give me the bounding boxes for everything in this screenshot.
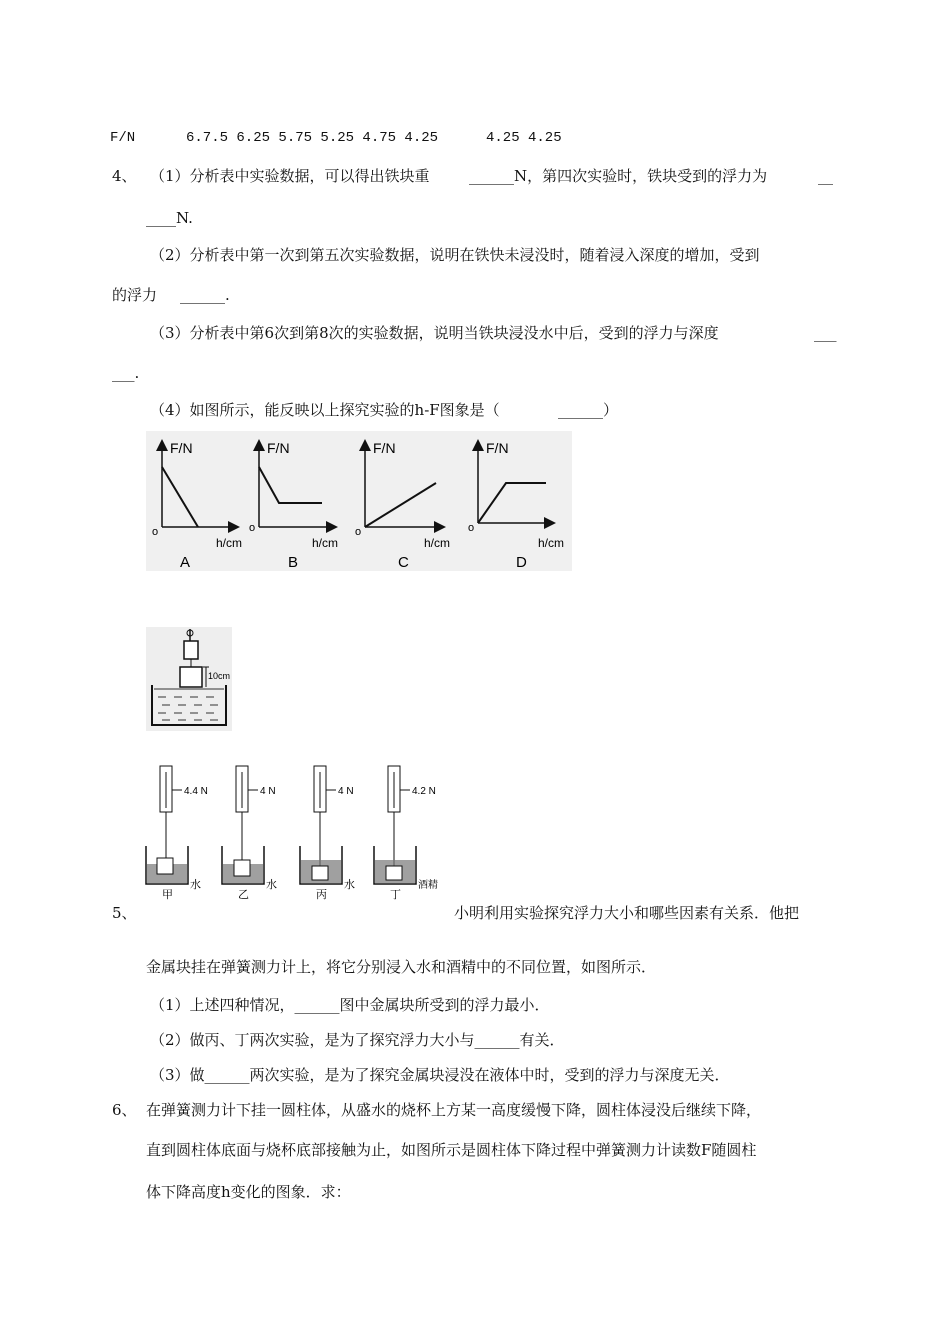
graph-a-origin: o <box>152 526 159 538</box>
q4-part1-c: __ <box>818 167 833 185</box>
graph-a-option: A <box>180 554 191 571</box>
q4-part2-a: （2）分析表中第一次到第五次实验数据，说明在铁快未浸没时，随着浸入深度的增加，受到 <box>150 246 760 264</box>
q4-part4-b: ______） <box>558 401 619 419</box>
hf-graphs-figure <box>146 431 572 571</box>
q6-line3: 体下降高度h变化的图象．求： <box>146 1183 351 1201</box>
liquid-bing: 水 <box>344 879 355 891</box>
q5-part3: （3）做______两次实验，是为了探究金属块浸没在液体中时，受到的浮力与深度无关． <box>150 1066 730 1084</box>
q4-number: 4、 <box>112 167 137 185</box>
liquid-yi: 水 <box>266 879 277 891</box>
graph-b-ylabel: F/N <box>267 440 290 456</box>
q6-number: 6、 <box>112 1101 137 1119</box>
graph-c-xlabel: h/cm <box>424 536 451 550</box>
beakers-figure <box>138 760 448 900</box>
graph-d-ylabel: F/N <box>486 440 509 456</box>
spring-scale-body <box>184 641 198 659</box>
metal-block <box>180 667 202 687</box>
q4-part2-c: ______. <box>180 286 230 304</box>
q4-part3-a: （3）分析表中第6次到第8次的实验数据，说明当铁块浸没水中后，受到的浮力与深度 <box>150 324 719 342</box>
q6-line2: 直到圆柱体底面与烧杯底部接触为止，如图所示是圆柱体下降过程中弹簧测力计读数F随圆柱 <box>146 1141 757 1159</box>
reading-jia: 4.4 N <box>184 786 208 797</box>
q5-part2: （2）做丙、丁两次实验，是为了探究浮力大小与______有关． <box>150 1031 565 1049</box>
q4-part1-d: ____N. <box>146 209 193 227</box>
graph-d-option: D <box>516 554 527 571</box>
reading-bing: 4 N <box>338 786 354 797</box>
reading-ding: 4.2 N <box>412 786 436 797</box>
reading-yi: 4 N <box>260 786 276 797</box>
beaker-yi <box>222 766 277 900</box>
graph-a-xlabel: h/cm <box>216 536 243 550</box>
graph-d-xlabel: h/cm <box>538 536 565 550</box>
liquid-jia: 水 <box>190 879 201 891</box>
table-row-values-tail: 4.25 4.25 <box>486 130 562 146</box>
q4-part1-b: ______N，第四次实验时，铁块受到的浮力为 <box>469 167 768 185</box>
beaker-ding <box>374 766 438 900</box>
name-jia: 甲 <box>162 889 173 900</box>
graph-a <box>152 440 242 571</box>
q4-part2-b: 的浮力 <box>112 286 158 304</box>
graph-c-option: C <box>398 554 409 571</box>
liquid-ding: 酒精 <box>418 880 438 891</box>
graph-b-option: B <box>288 554 299 571</box>
q4-part4-a: （4）如图所示，能反映以上探究实验的h-F图象是（ <box>150 401 500 419</box>
name-bing: 丙 <box>316 889 327 900</box>
q5-number: 5、 <box>112 904 137 922</box>
q4-part1-a: （1）分析表中实验数据，可以得出铁块重 <box>150 167 430 185</box>
graph-c-origin: o <box>355 526 362 538</box>
graph-b-origin: o <box>249 522 256 534</box>
graph-d <box>468 440 564 571</box>
graph-b <box>249 440 338 571</box>
q5-line2: 金属块挂在弹簧测力计上，将它分别浸入水和酒精中的不同位置，如图所示． <box>146 958 657 976</box>
name-yi: 乙 <box>238 889 249 900</box>
q5-part1: （1）上述四种情况，______图中金属块所受到的浮力最小． <box>150 996 550 1014</box>
graph-b-xlabel: h/cm <box>312 536 339 550</box>
distance-label: 10cm <box>208 671 231 681</box>
q5-intro: 小明利用实验探究浮力大小和哪些因素有关系．他把 <box>454 904 800 922</box>
spring-scale-figure <box>146 627 232 731</box>
q4-part3-b: ___ <box>814 324 837 342</box>
q4-part3-c: ___. <box>112 364 140 382</box>
graph-a-ylabel: F/N <box>170 440 193 456</box>
graph-c-ylabel: F/N <box>373 440 396 456</box>
beaker-bing <box>300 766 355 900</box>
graph-c <box>355 440 450 571</box>
q6-line1: 在弹簧测力计下挂一圆柱体，从盛水的烧杯上方某一高度缓慢下降，圆柱体浸没后继续下降， <box>146 1101 762 1119</box>
table-row-values: 6.7.5 6.25 5.75 5.25 4.75 4.25 <box>186 130 439 146</box>
name-ding: 丁 <box>390 889 401 900</box>
table-row-label: F/N <box>110 130 136 146</box>
graph-d-origin: o <box>468 522 475 534</box>
beaker-jia <box>146 766 208 900</box>
